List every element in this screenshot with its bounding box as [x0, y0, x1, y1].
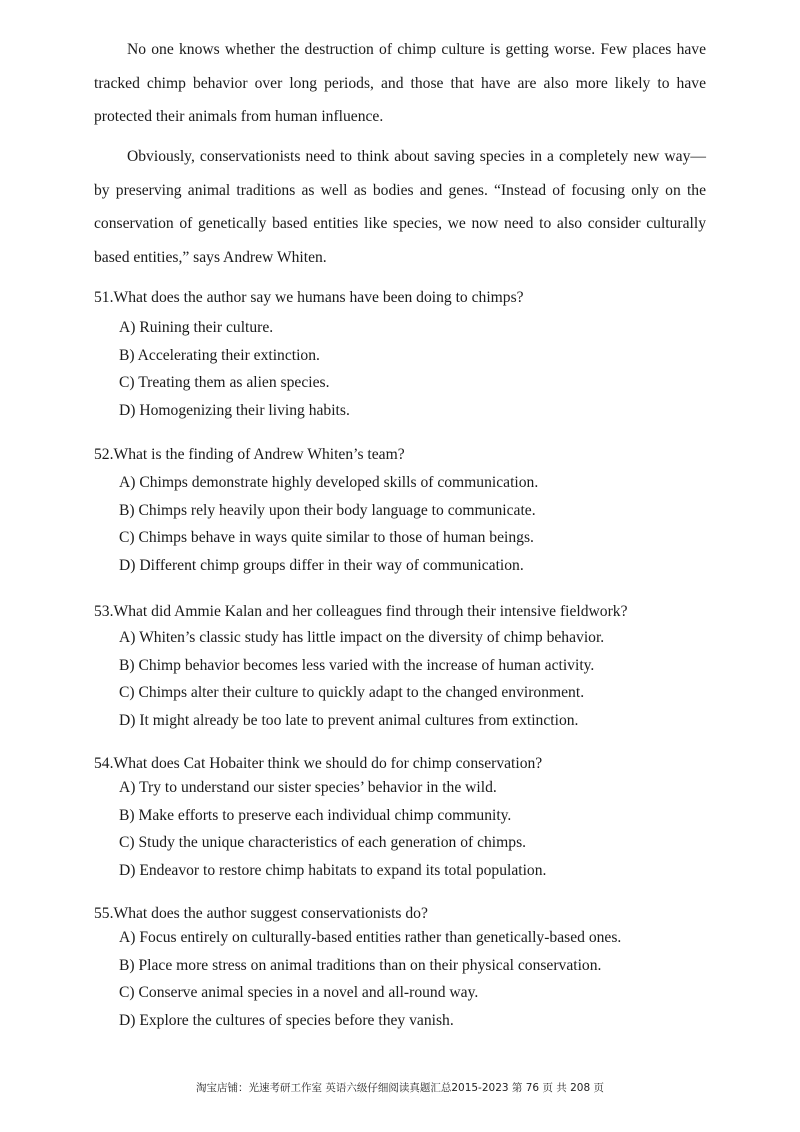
paragraph: No one knows whether the destruction of chimp culture is getting worse. Few places have tracked chimp behavior over long periods, and those that have are also more likely to have protected their animals from human influence. [94, 41, 706, 126]
page-footer: 淘宝店铺：光速考研工作室 英语六级仔细阅读真题汇总2015-2023 第 76 页 共 208 页 [196, 1082, 604, 1094]
option: D) Explore the cultures of species before they vanish. [119, 1011, 454, 1029]
question-stem: 54.What does Cat Hobaiter think we should do for chimp conservation? [94, 755, 543, 772]
question-stem: 51.What does the author say we humans have been doing to chimps? [94, 289, 524, 306]
question-53 [94, 602, 734, 734]
option: C) Treating them as alien species. [119, 374, 330, 391]
option: A) Whiten’s classic study has little impact on the diversity of chimp behavior. [119, 629, 605, 646]
option: C) Chimps alter their culture to quickly adapt to the changed environment. [119, 684, 585, 701]
option: C) Study the unique characteristics of each generation of chimps. [119, 834, 527, 851]
question-55 [94, 904, 734, 1034]
option: A) Ruining their culture. [119, 319, 274, 336]
option: B) Place more stress on animal traditions than on their physical conservation. [119, 956, 602, 974]
option: B) Chimps rely heavily upon their body language to communicate. [119, 501, 536, 519]
option: D) Different chimp groups differ in their way of communication. [119, 556, 524, 574]
question-52 [94, 445, 734, 579]
option: C) Conserve animal species in a novel and all-round way. [119, 984, 479, 1001]
option: A) Chimps demonstrate highly developed skills of communication. [119, 474, 539, 491]
option: D) Homogenizing their living habits. [119, 401, 350, 419]
question-51 [94, 288, 734, 424]
option: B) Accelerating their extinction. [119, 346, 320, 364]
question-54 [94, 754, 734, 884]
option: A) Try to understand our sister species’ behavior in the wild. [119, 779, 497, 796]
option: B) Chimp behavior becomes less varied with the increase of human activity. [119, 656, 595, 674]
question-stem: 53.What did Ammie Kalan and her colleagues find through their intensive fieldwork? [94, 603, 628, 620]
option: C) Chimps behave in ways quite similar to those of human beings. [119, 529, 534, 546]
question-stem: 52.What is the finding of Andrew Whiten’s team? [94, 446, 405, 463]
option: A) Focus entirely on culturally-based entities rather than genetically-based ones. [119, 929, 622, 946]
option: B) Make efforts to preserve each individual chimp community. [119, 806, 512, 824]
option: D) It might already be too late to prevent animal cultures from extinction. [119, 711, 579, 729]
question-stem: 55.What does the author suggest conservationists do? [94, 905, 428, 922]
option: D) Endeavor to restore chimp habitats to expand its total population. [119, 861, 547, 879]
paragraph: Obviously, conservationists need to think about saving species in a completely new way—by preserving animal traditions as well as bodies and genes. “Instead of focusing only on the conservation of genetically based entities like species, we now need to also consider culturally based entities,” says Andrew Whiten. [94, 148, 706, 267]
